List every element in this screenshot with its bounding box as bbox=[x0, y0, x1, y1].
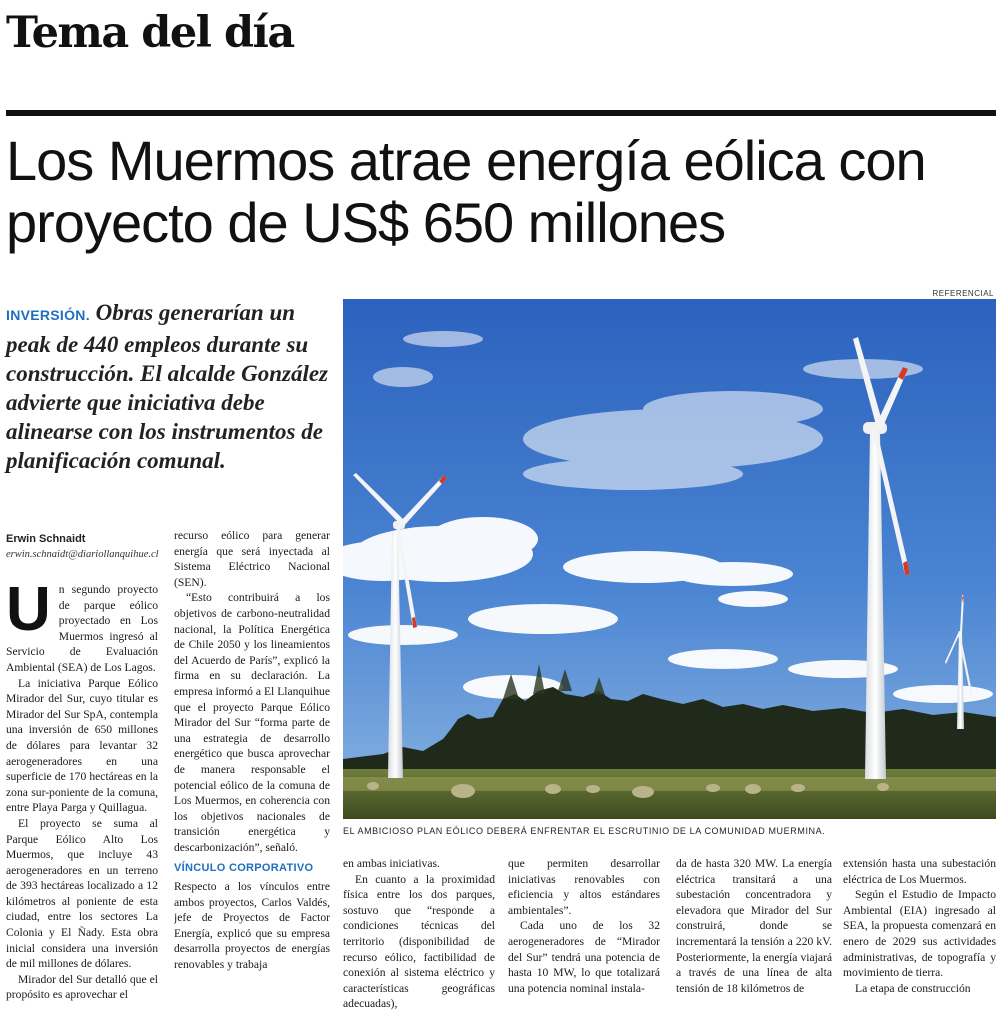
paragraph: Mirador del Sur detalló que el propósito es aprovechar el bbox=[6, 972, 158, 1002]
deck-text: Obras generarían un peak de 440 empleos durante su construcción. El alcalde González advierte que iniciativa debe alinearse con los instrumentos de planificación comunal. bbox=[6, 300, 329, 473]
paragraph: En cuanto a la proximidad física entre los dos parques, sostuvo que “responde a condiciones técnicas del territorio (disponibilidad de recurso eólico, factibilidad de conexión al sistema eléctrico y características geográficas adecuadas), bbox=[343, 872, 495, 1011]
author-email: erwin.schnaidt@diariollanquihue.cl bbox=[6, 549, 159, 560]
author-name: Erwin Schnaidt bbox=[6, 533, 86, 545]
photo-caption: EL AMBICIOSO PLAN EÓLICO DEBERÁ ENFRENTAR EL ESCRUTINIO DE LA COMUNIDAD MUERMINA. bbox=[343, 826, 826, 836]
paragraph: recurso eólico para generar energía que será inyectada al Sistema Eléctrico Nacional (SEN). bbox=[174, 529, 330, 589]
deck-kicker: INVERSIÓN. bbox=[6, 307, 90, 323]
wind-turbines-photo bbox=[343, 299, 996, 819]
body-column-5 bbox=[676, 856, 832, 1016]
paragraph: Según el Estudio de Impacto Ambiental (EIA) ingresado al SEA, la propuesta comenzará en enero de 2029 sus actividades administrativas, de topografía y movimiento de tierra. bbox=[843, 888, 996, 980]
body-column-3 bbox=[343, 856, 495, 1016]
paragraph: La iniciativa Parque Eólico Mirador del Sur, cuyo titular es Mirador del Sur SpA, contempla una inversión de 650 millones de dólares para levantar 32 aerogeneradores en una superficie de 170 hectáreas en la zona sur-poniente de la comuna, entre Playa Parga y Quillagua. bbox=[6, 676, 158, 815]
paragraph: “Esto contribuirá a los objetivos de carbono-neutralidad nacional, la Política Energética de Chile 2050 y los lineamientos del Acuerdo de París”, explicó la firma en su declaración. La empresa informó a El Llanquihue que el proyecto Parque Eólico Mirador del Sur “forma parte de una estrategia de desarrollo energético que busca aprovechar de manera responsable el potencial eólico de la comuna de Los Muermos, en coherencia con los objetivos nacionales de transición energética y descarbonización”, señaló. bbox=[174, 591, 330, 854]
body-column-4 bbox=[508, 856, 660, 1016]
paragraph: El proyecto se suma al Parque Eólico Alto Los Muermos, que incluye 43 aerogeneradores en un terreno de 393 hectáreas localizado a 12 kilómetros al poniente de esta ciudad, entre los sectores La Colonia y El Ñady. Esta obra inicial considera una inversión de mil millones de dólares. bbox=[6, 816, 158, 971]
subhead-vinculo: VÍNCULO CORPORATIVO bbox=[174, 862, 314, 875]
paragraph: en ambas iniciativas. bbox=[343, 857, 440, 870]
paragraph: que permiten desarrollar iniciativas renovables con eficiencia y altos estándares ambientales”. bbox=[508, 857, 660, 917]
deck bbox=[6, 298, 331, 475]
section-rule bbox=[6, 110, 996, 116]
wind-turbines-illustration bbox=[343, 299, 996, 819]
paragraph: Respecto a los vínculos entre ambos proyectos, Carlos Valdés, jefe de Proyectos de Factor Energía, explicó que su empresa desarrolla proyectos de energías renovables y trabaja bbox=[174, 880, 330, 972]
body-column-2 bbox=[174, 528, 330, 1014]
photo-credit: REFERENCIAL bbox=[932, 289, 994, 298]
body-column-6 bbox=[843, 856, 996, 1016]
paragraph: La etapa de construcción bbox=[855, 981, 971, 995]
paragraph: Un segundo proyecto de parque eólico proyectado en Los Muermos ingresó al Servicio de Evaluación Ambiental (SEA) de Los Lagos. bbox=[6, 582, 158, 674]
headline: Los Muermos atrae energía eólica con proyecto de US$ 650 millones bbox=[6, 129, 926, 254]
paragraph: da de hasta 320 MW. La energía eléctrica transitará a una subestación concentradora y elevadora que Mirador del Sur construirá, donde se incrementará la tensión a 220 kV. Posteriormente, la energía viajará a través de una línea de alta tensión de 18 kilómetros de bbox=[676, 857, 832, 995]
drop-cap: U bbox=[6, 582, 51, 644]
paragraph: Cada uno de los 32 aerogeneradores de “Mirador del Sur” tendrá una potencia de hasta 10 MW, lo que totalizará una potencia nominal instala- bbox=[508, 919, 660, 995]
paragraph: extensión hasta una subestación eléctrica de Los Muermos. bbox=[843, 857, 996, 886]
section-title: Tema del día bbox=[6, 8, 294, 58]
body-column-1 bbox=[6, 582, 158, 1014]
